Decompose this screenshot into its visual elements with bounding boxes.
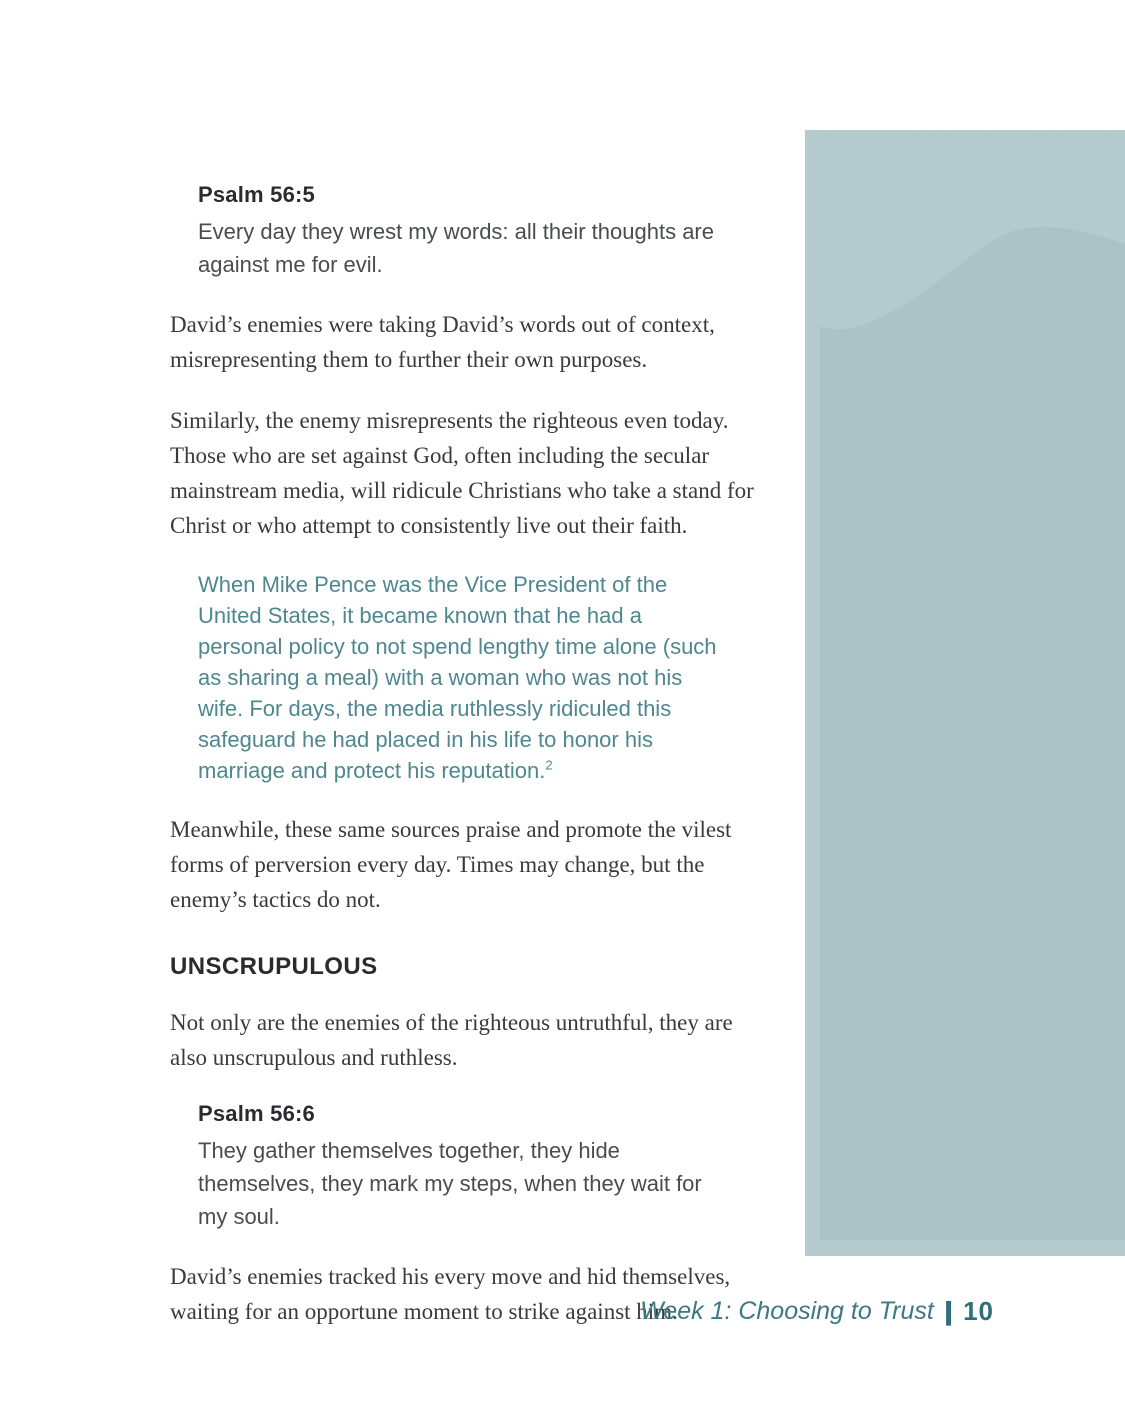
footer-divider: | xyxy=(942,1296,954,1326)
footnote-marker: 2 xyxy=(545,757,553,773)
footer-section-title: Week 1: Choosing to Trust xyxy=(640,1297,934,1325)
body-paragraph: Not only are the enemies of the righteous untruthful, they are also unscrupulous and ruthless. xyxy=(170,1010,733,1070)
section-heading-unscrupulous: UNSCRUPULOUS xyxy=(170,953,378,980)
scripture-reference: Psalm 56:5 xyxy=(198,182,315,207)
scripture-text: Every day they wrest my words: all their thoughts are against me for evil. xyxy=(198,219,714,277)
panel-grain-texture xyxy=(805,130,1125,1256)
scripture-quote-psalm-56-6 xyxy=(198,1101,774,1233)
body-paragraph: Similarly, the enemy misrepresents the righteous even today. Those who are set against God, often including the secular mainstream media, will ridicule Christians who take a stand for Christ or who attempt to consistently live out their faith. xyxy=(170,408,754,538)
page-number: 10 xyxy=(963,1296,994,1326)
scripture-quote-psalm-56-5 xyxy=(198,182,774,281)
body-paragraph: David’s enemies were taking David’s words out of context, misrepresenting them to further their own purposes. xyxy=(170,312,715,372)
watercolor-texture-panel xyxy=(805,130,1125,1256)
callout-text: When Mike Pence was the Vice President of the United States, it became known that he had a personal policy to not spend lengthy time alone (such as sharing a meal) with a woman who was not his wife. For days, the media ruthlessly ridiculed this safeguard he had placed in his life to honor his marriage and protect his reputation. xyxy=(198,572,717,783)
body-paragraph: Meanwhile, these same sources praise and promote the vilest forms of perversion every day. Times may change, but the enemy’s tactics do not. xyxy=(170,817,732,912)
page-content xyxy=(170,182,774,1355)
scripture-text: They gather themselves together, they hide themselves, they mark my steps, when they wait for my soul. xyxy=(198,1138,702,1229)
callout-paragraph xyxy=(198,569,722,786)
scripture-reference: Psalm 56:6 xyxy=(198,1101,315,1126)
page-footer xyxy=(640,1296,994,1327)
body-paragraph: David’s enemies tracked his every move and hid themselves, waiting for an opportune moment to strike against him. xyxy=(170,1264,731,1324)
